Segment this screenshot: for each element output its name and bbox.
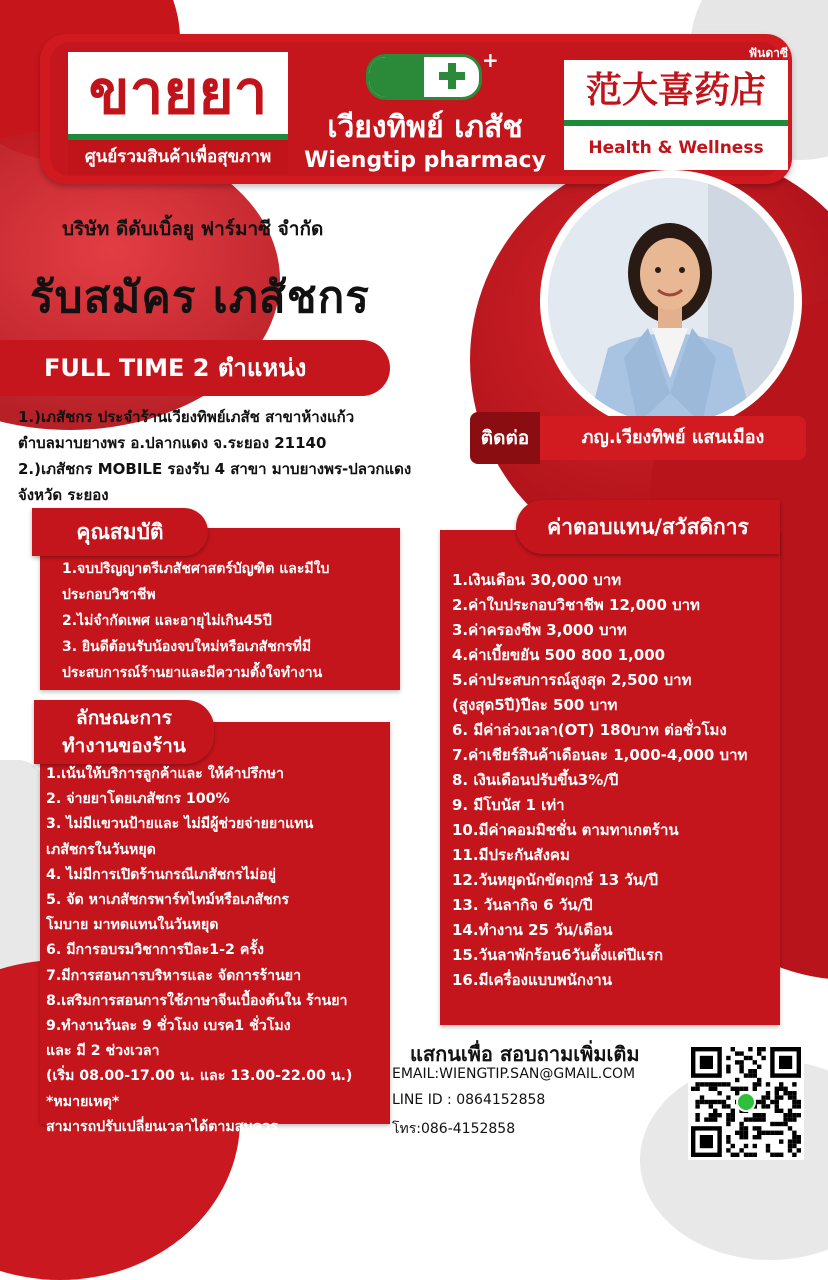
capsule-half <box>369 57 424 97</box>
sign-left-sub: ศูนย์รวมสินค้าเพื่อสุขภาพ <box>68 140 288 174</box>
list-item: ประสบการณ์ร้านยาและมีความตั้งใจทำงาน <box>62 665 323 681</box>
list-item: 1.เงินเดือน 30,000 บาท <box>452 571 622 589</box>
list-item: 15.วันลาพักร้อน6วันตั้งแต่ปีแรก <box>452 946 664 964</box>
list-item: 14.ทำงาน 25 วัน/เดือน <box>452 921 613 939</box>
list-item: 8. เงินเดือนปรับขึ้น3%/ปี <box>452 771 619 789</box>
work-heading-line: ลักษณะการ <box>76 707 172 729</box>
list-item: 2. จ่ายยาโดยเภสัชกร 100% <box>46 791 230 808</box>
capsule-logo-icon <box>366 54 482 100</box>
sign-mid-thai: เวียงทิพย์ เภสัช <box>327 110 523 145</box>
list-item: 3. ยินดีต้อนรับน้องจบใหม่หรือเภสัชกรที่มี <box>62 639 312 655</box>
list-item: 6. มีการอบรมวิชาการปีละ1-2 ครั้ง <box>46 942 264 959</box>
qr-code[interactable] <box>688 1044 804 1160</box>
work-list <box>46 762 392 1140</box>
cross-icon <box>437 61 467 91</box>
benefits-list <box>452 568 782 993</box>
list-item: 3.ค่าครองชีพ 3,000 บาท <box>452 621 627 639</box>
company-name: บริษัท ดีดับเบิ้ลยู ฟาร์มาซี จำกัด <box>62 218 324 240</box>
list-item: 9.ทำงานวันละ 9 ชั่วโมง เบรค1 ชั่วโมง <box>46 1018 291 1035</box>
position-line: จังหวัด ระยอง <box>18 486 109 504</box>
list-item: *หมายเหตุ* <box>46 1093 120 1110</box>
email-text[interactable]: EMAIL:WIENGTIP.SAN@GMAIL.COM <box>392 1066 636 1082</box>
list-item: 12.วันหยุดนักขัตฤกษ์ 13 วัน/ปี <box>452 871 659 889</box>
fulltime-label: FULL TIME 2 ตำแหน่ง <box>44 354 307 382</box>
list-item: 6. มีค่าล่วงเวลา(OT) 180บาท ต่อชั่วโมง <box>452 721 727 739</box>
contact-banner <box>470 412 810 464</box>
sign-mid-panel <box>296 48 554 178</box>
work-heading-line: ทำงานของร้าน <box>62 735 186 757</box>
line-id-text: LINE ID : 0864152858 <box>392 1092 546 1108</box>
list-item: 4.ค่าเบี้ยขยัน 500 800 1,000 <box>452 646 666 664</box>
list-item: 11.มีประกันสังคม <box>452 846 570 864</box>
work-heading <box>34 700 214 764</box>
list-item: (เริ่ม 08.00-17.00 น. และ 13.00-22.00 น.) <box>46 1068 353 1085</box>
list-item: 2.ค่าใบประกอบวิชาชีพ 12,000 บาท <box>452 596 700 614</box>
list-item: 2.ไม่จำกัดเพศ และอายุไม่เกิน45ปี <box>62 613 272 629</box>
sign-left-panel <box>60 48 290 178</box>
list-item: 5.ค่าประสบการณ์สูงสุด 2,500 บาท <box>452 671 692 689</box>
sign-right-tag: ฟันดาซี <box>748 46 788 60</box>
list-item: เภสัชกรในวันหยุด <box>46 841 156 858</box>
list-item: โมบาย มาทดแทนในวันหยุด <box>46 917 219 934</box>
qualifications-heading: คุณสมบัติ <box>32 508 208 556</box>
sign-left-big: ขายยา <box>68 52 288 134</box>
list-item: 7.ค่าเชียร์สินค้าเดือนละ 1,000-4,000 บาท <box>452 746 748 764</box>
list-item: 9. มีโบนัส 1 เท่า <box>452 796 565 814</box>
list-item: 8.เสริมการสอนการใช้ภาษาจีนเบื้องต้นใน ร้านยา <box>46 992 348 1009</box>
sign-mid-english: Wiengtip pharmacy <box>304 148 546 173</box>
qr-code-icon <box>691 1047 801 1157</box>
list-item: 10.มีค่าคอมมิชชั่น ตามทาเกตร้าน <box>452 821 679 839</box>
contact-label: ติดต่อ <box>470 412 540 464</box>
scan-label: แสกนเพื่อ สอบถามเพิ่มเติม <box>410 1042 640 1066</box>
list-item: 7.มีการสอนการบริหารและ จัดการร้านยา <box>46 967 302 984</box>
position-line: ตำบลมาบยางพร อ.ปลากแดง จ.ระยอง 21140 <box>18 434 327 452</box>
position-line: 2.)เภสัชกร MOBILE รองรับ 4 สาขา มาบยางพร-ปลวกแดง <box>18 460 412 478</box>
store-sign <box>40 34 792 184</box>
list-item: 1.เน้นให้บริการลูกค้าและ ให้คำปรึกษา <box>46 766 285 782</box>
position-line: 1.)เภสัชกร ประจำร้านเวียงทิพย์เภสัช สาขาห้างแก้ว <box>18 408 355 426</box>
phone-text[interactable]: โทร:086-4152858 <box>392 1121 516 1137</box>
benefits-heading: ค่าตอบแทน/สวัสดิการ <box>516 500 780 554</box>
store-sign-inner <box>50 42 788 176</box>
list-item: 13. วันลากิจ 6 วัน/ปี <box>452 896 593 914</box>
sign-right-english: Health & Wellness <box>564 126 788 170</box>
page-title: รับสมัคร เภสัชกร <box>30 272 370 323</box>
list-item: 5. จัด หาเภสัชกรพาร์ทไทม์หรือเภสัชกร <box>46 892 290 909</box>
list-item: ประกอบวิชาชีพ <box>62 587 156 603</box>
list-item: และ มี 2 ช่วงเวลา <box>46 1043 160 1060</box>
positions-list <box>18 404 438 508</box>
person-photo-icon <box>548 178 794 424</box>
list-item: 16.มีเครื่องแบบพนักงาน <box>452 971 612 989</box>
list-item: 3. ไม่มีแขวนป้ายและ ไม่มีผู้ช่วยจ่ายยาแทน <box>46 816 314 833</box>
contact-photo <box>548 178 794 424</box>
list-item: 1.จบปริญญาตรีเภสัชศาสตร์บัญฑิต และมีใบ <box>62 561 330 577</box>
list-item: 4. ไม่มีการเปิดร้านกรณีเภสัชกรไม่อยู่ <box>46 866 276 883</box>
sign-right-chinese: 范大喜药店 <box>564 60 788 120</box>
list-item: (สูงสุด5ปี)ปีละ 500 บาท <box>452 696 618 714</box>
qualifications-list <box>62 556 392 686</box>
sign-right-panel <box>560 48 792 178</box>
plus-icon: + <box>482 48 499 72</box>
fulltime-banner <box>0 340 390 396</box>
contact-name: ภญ.เวียงทิพย์ แสนเมือง <box>540 416 806 460</box>
list-item: สามารถปรับเปลี่ยนเวลาได้ตามสมควร <box>46 1118 278 1135</box>
